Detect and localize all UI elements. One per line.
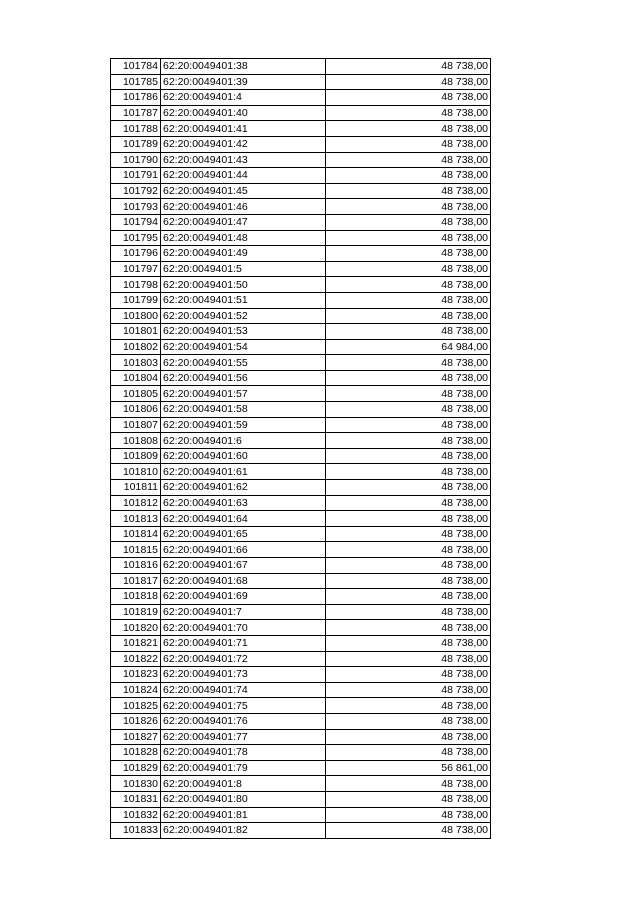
value-cell: 48 738,00 bbox=[326, 776, 491, 792]
table-row bbox=[111, 105, 491, 121]
table-row bbox=[111, 121, 491, 137]
row-number-cell: 101817 bbox=[111, 573, 161, 589]
value-cell: 48 738,00 bbox=[326, 495, 491, 511]
value-cell: 48 738,00 bbox=[326, 620, 491, 636]
row-number-cell: 101824 bbox=[111, 682, 161, 698]
row-number-cell: 101810 bbox=[111, 464, 161, 480]
value-cell: 48 738,00 bbox=[326, 791, 491, 807]
table-row bbox=[111, 729, 491, 745]
cadastral-number-cell: 62:20:0049401:76 bbox=[161, 713, 326, 729]
row-number-cell: 101818 bbox=[111, 589, 161, 605]
row-number-cell: 101792 bbox=[111, 183, 161, 199]
table-row bbox=[111, 807, 491, 823]
table-row bbox=[111, 464, 491, 480]
row-number-cell: 101795 bbox=[111, 230, 161, 246]
table-row bbox=[111, 168, 491, 184]
row-number-cell: 101807 bbox=[111, 417, 161, 433]
value-cell: 48 738,00 bbox=[326, 230, 491, 246]
cadastral-number-cell: 62:20:0049401:52 bbox=[161, 308, 326, 324]
table-row bbox=[111, 152, 491, 168]
value-cell: 48 738,00 bbox=[326, 214, 491, 230]
cadastral-number-cell: 62:20:0049401:73 bbox=[161, 667, 326, 683]
row-number-cell: 101809 bbox=[111, 448, 161, 464]
table-row bbox=[111, 558, 491, 574]
table-row bbox=[111, 651, 491, 667]
cadastral-number-cell: 62:20:0049401:78 bbox=[161, 745, 326, 761]
table-row bbox=[111, 261, 491, 277]
table-row bbox=[111, 59, 491, 75]
row-number-cell: 101828 bbox=[111, 745, 161, 761]
cadastral-number-cell: 62:20:0049401:81 bbox=[161, 807, 326, 823]
row-number-cell: 101833 bbox=[111, 823, 161, 839]
cadastral-number-cell: 62:20:0049401:54 bbox=[161, 339, 326, 355]
value-cell: 48 738,00 bbox=[326, 558, 491, 574]
row-number-cell: 101799 bbox=[111, 292, 161, 308]
table-row bbox=[111, 433, 491, 449]
cadastral-number-cell: 62:20:0049401:39 bbox=[161, 74, 326, 90]
row-number-cell: 101798 bbox=[111, 277, 161, 293]
row-number-cell: 101826 bbox=[111, 713, 161, 729]
value-cell: 48 738,00 bbox=[326, 823, 491, 839]
cadastral-number-cell: 62:20:0049401:53 bbox=[161, 324, 326, 340]
table-row bbox=[111, 604, 491, 620]
row-number-cell: 101800 bbox=[111, 308, 161, 324]
table-row bbox=[111, 620, 491, 636]
row-number-cell: 101823 bbox=[111, 667, 161, 683]
row-number-cell: 101794 bbox=[111, 214, 161, 230]
value-cell: 48 738,00 bbox=[326, 682, 491, 698]
row-number-cell: 101802 bbox=[111, 339, 161, 355]
cadastral-number-cell: 62:20:0049401:61 bbox=[161, 464, 326, 480]
value-cell: 48 738,00 bbox=[326, 74, 491, 90]
row-number-cell: 101805 bbox=[111, 386, 161, 402]
cadastral-number-cell: 62:20:0049401:38 bbox=[161, 59, 326, 75]
cadastral-number-cell: 62:20:0049401:58 bbox=[161, 402, 326, 418]
value-cell: 48 738,00 bbox=[326, 90, 491, 106]
table-row bbox=[111, 667, 491, 683]
value-cell: 48 738,00 bbox=[326, 386, 491, 402]
row-number-cell: 101821 bbox=[111, 635, 161, 651]
table-row bbox=[111, 682, 491, 698]
row-number-cell: 101784 bbox=[111, 59, 161, 75]
row-number-cell: 101791 bbox=[111, 168, 161, 184]
cadastral-number-cell: 62:20:0049401:70 bbox=[161, 620, 326, 636]
value-cell: 48 738,00 bbox=[326, 292, 491, 308]
table-row bbox=[111, 791, 491, 807]
table-row bbox=[111, 776, 491, 792]
value-cell: 48 738,00 bbox=[326, 589, 491, 605]
cadastral-number-cell: 62:20:0049401:46 bbox=[161, 199, 326, 215]
row-number-cell: 101806 bbox=[111, 402, 161, 418]
cadastral-number-cell: 62:20:0049401:56 bbox=[161, 370, 326, 386]
table-row bbox=[111, 511, 491, 527]
row-number-cell: 101790 bbox=[111, 152, 161, 168]
cadastral-number-cell: 62:20:0049401:68 bbox=[161, 573, 326, 589]
value-cell: 48 738,00 bbox=[326, 526, 491, 542]
value-cell: 48 738,00 bbox=[326, 402, 491, 418]
row-number-cell: 101808 bbox=[111, 433, 161, 449]
cadastral-number-cell: 62:20:0049401:7 bbox=[161, 604, 326, 620]
table-row bbox=[111, 292, 491, 308]
cadastral-number-cell: 62:20:0049401:6 bbox=[161, 433, 326, 449]
value-cell: 48 738,00 bbox=[326, 199, 491, 215]
row-number-cell: 101811 bbox=[111, 480, 161, 496]
row-number-cell: 101801 bbox=[111, 324, 161, 340]
table-row bbox=[111, 589, 491, 605]
row-number-cell: 101796 bbox=[111, 246, 161, 262]
value-cell: 48 738,00 bbox=[326, 183, 491, 199]
row-number-cell: 101812 bbox=[111, 495, 161, 511]
value-cell: 48 738,00 bbox=[326, 542, 491, 558]
row-number-cell: 101819 bbox=[111, 604, 161, 620]
table-row bbox=[111, 480, 491, 496]
value-cell: 48 738,00 bbox=[326, 511, 491, 527]
table-row bbox=[111, 823, 491, 839]
cadastral-number-cell: 62:20:0049401:66 bbox=[161, 542, 326, 558]
value-cell: 48 738,00 bbox=[326, 698, 491, 714]
value-cell: 48 738,00 bbox=[326, 464, 491, 480]
cadastral-number-cell: 62:20:0049401:69 bbox=[161, 589, 326, 605]
cadastral-number-cell: 62:20:0049401:71 bbox=[161, 635, 326, 651]
cadastral-number-cell: 62:20:0049401:40 bbox=[161, 105, 326, 121]
table-row bbox=[111, 402, 491, 418]
value-cell: 48 738,00 bbox=[326, 745, 491, 761]
row-number-cell: 101804 bbox=[111, 370, 161, 386]
cadastral-number-cell: 62:20:0049401:67 bbox=[161, 558, 326, 574]
cadastral-number-cell: 62:20:0049401:59 bbox=[161, 417, 326, 433]
cadastral-number-cell: 62:20:0049401:60 bbox=[161, 448, 326, 464]
value-cell: 48 738,00 bbox=[326, 729, 491, 745]
value-cell: 48 738,00 bbox=[326, 136, 491, 152]
value-cell: 48 738,00 bbox=[326, 308, 491, 324]
table-row bbox=[111, 760, 491, 776]
cadastral-number-cell: 62:20:0049401:49 bbox=[161, 246, 326, 262]
table-row bbox=[111, 339, 491, 355]
cadastral-number-cell: 62:20:0049401:48 bbox=[161, 230, 326, 246]
cadastral-number-cell: 62:20:0049401:51 bbox=[161, 292, 326, 308]
value-cell: 48 738,00 bbox=[326, 635, 491, 651]
table-row bbox=[111, 90, 491, 106]
value-cell: 48 738,00 bbox=[326, 168, 491, 184]
table-row bbox=[111, 324, 491, 340]
cadastral-number-cell: 62:20:0049401:75 bbox=[161, 698, 326, 714]
cadastral-number-cell: 62:20:0049401:44 bbox=[161, 168, 326, 184]
table-row bbox=[111, 745, 491, 761]
value-cell: 48 738,00 bbox=[326, 105, 491, 121]
table-row bbox=[111, 370, 491, 386]
table-row bbox=[111, 386, 491, 402]
table-row bbox=[111, 495, 491, 511]
cadastral-number-cell: 62:20:0049401:42 bbox=[161, 136, 326, 152]
row-number-cell: 101816 bbox=[111, 558, 161, 574]
table-row bbox=[111, 214, 491, 230]
row-number-cell: 101822 bbox=[111, 651, 161, 667]
cadastral-number-cell: 62:20:0049401:4 bbox=[161, 90, 326, 106]
cadastral-number-cell: 62:20:0049401:62 bbox=[161, 480, 326, 496]
value-cell: 48 738,00 bbox=[326, 667, 491, 683]
cadastral-number-cell: 62:20:0049401:55 bbox=[161, 355, 326, 371]
row-number-cell: 101815 bbox=[111, 542, 161, 558]
cadastral-number-cell: 62:20:0049401:77 bbox=[161, 729, 326, 745]
table-row bbox=[111, 417, 491, 433]
table-row bbox=[111, 199, 491, 215]
value-cell: 56 861,00 bbox=[326, 760, 491, 776]
table-row bbox=[111, 573, 491, 589]
table-row bbox=[111, 246, 491, 262]
row-number-cell: 101831 bbox=[111, 791, 161, 807]
row-number-cell: 101788 bbox=[111, 121, 161, 137]
table-row bbox=[111, 713, 491, 729]
value-cell: 48 738,00 bbox=[326, 604, 491, 620]
cadastral-number-cell: 62:20:0049401:79 bbox=[161, 760, 326, 776]
cadastral-number-cell: 62:20:0049401:47 bbox=[161, 214, 326, 230]
value-cell: 48 738,00 bbox=[326, 713, 491, 729]
row-number-cell: 101820 bbox=[111, 620, 161, 636]
value-cell: 48 738,00 bbox=[326, 59, 491, 75]
cadastral-number-cell: 62:20:0049401:72 bbox=[161, 651, 326, 667]
cadastral-number-cell: 62:20:0049401:63 bbox=[161, 495, 326, 511]
row-number-cell: 101827 bbox=[111, 729, 161, 745]
cadastral-number-cell: 62:20:0049401:41 bbox=[161, 121, 326, 137]
value-cell: 48 738,00 bbox=[326, 355, 491, 371]
value-cell: 48 738,00 bbox=[326, 246, 491, 262]
table-row bbox=[111, 355, 491, 371]
table-row bbox=[111, 635, 491, 651]
value-cell: 48 738,00 bbox=[326, 417, 491, 433]
cadastral-number-cell: 62:20:0049401:57 bbox=[161, 386, 326, 402]
cadastral-number-cell: 62:20:0049401:64 bbox=[161, 511, 326, 527]
row-number-cell: 101813 bbox=[111, 511, 161, 527]
row-number-cell: 101814 bbox=[111, 526, 161, 542]
cadastral-number-cell: 62:20:0049401:74 bbox=[161, 682, 326, 698]
row-number-cell: 101785 bbox=[111, 74, 161, 90]
row-number-cell: 101793 bbox=[111, 199, 161, 215]
value-cell: 48 738,00 bbox=[326, 433, 491, 449]
row-number-cell: 101829 bbox=[111, 760, 161, 776]
row-number-cell: 101830 bbox=[111, 776, 161, 792]
row-number-cell: 101803 bbox=[111, 355, 161, 371]
cadastral-number-cell: 62:20:0049401:65 bbox=[161, 526, 326, 542]
table-row bbox=[111, 183, 491, 199]
table-row bbox=[111, 136, 491, 152]
row-number-cell: 101787 bbox=[111, 105, 161, 121]
table-row bbox=[111, 308, 491, 324]
row-number-cell: 101786 bbox=[111, 90, 161, 106]
cadastral-number-cell: 62:20:0049401:43 bbox=[161, 152, 326, 168]
value-cell: 48 738,00 bbox=[326, 807, 491, 823]
cadastral-number-cell: 62:20:0049401:5 bbox=[161, 261, 326, 277]
row-number-cell: 101789 bbox=[111, 136, 161, 152]
value-cell: 48 738,00 bbox=[326, 277, 491, 293]
row-number-cell: 101825 bbox=[111, 698, 161, 714]
value-cell: 48 738,00 bbox=[326, 480, 491, 496]
cadastral-number-cell: 62:20:0049401:80 bbox=[161, 791, 326, 807]
value-cell: 48 738,00 bbox=[326, 448, 491, 464]
cadastral-number-cell: 62:20:0049401:45 bbox=[161, 183, 326, 199]
value-cell: 48 738,00 bbox=[326, 121, 491, 137]
cadastral-number-cell: 62:20:0049401:82 bbox=[161, 823, 326, 839]
cadastral-value-table bbox=[110, 58, 491, 839]
value-cell: 64 984,00 bbox=[326, 339, 491, 355]
value-cell: 48 738,00 bbox=[326, 261, 491, 277]
table-row bbox=[111, 448, 491, 464]
value-cell: 48 738,00 bbox=[326, 370, 491, 386]
table-row bbox=[111, 74, 491, 90]
value-cell: 48 738,00 bbox=[326, 573, 491, 589]
cadastral-number-cell: 62:20:0049401:8 bbox=[161, 776, 326, 792]
value-cell: 48 738,00 bbox=[326, 152, 491, 168]
row-number-cell: 101832 bbox=[111, 807, 161, 823]
table-row bbox=[111, 230, 491, 246]
value-cell: 48 738,00 bbox=[326, 651, 491, 667]
cadastral-number-cell: 62:20:0049401:50 bbox=[161, 277, 326, 293]
row-number-cell: 101797 bbox=[111, 261, 161, 277]
value-cell: 48 738,00 bbox=[326, 324, 491, 340]
table-row bbox=[111, 526, 491, 542]
table-row bbox=[111, 698, 491, 714]
table-row bbox=[111, 277, 491, 293]
table-row bbox=[111, 542, 491, 558]
table-body bbox=[111, 59, 491, 839]
